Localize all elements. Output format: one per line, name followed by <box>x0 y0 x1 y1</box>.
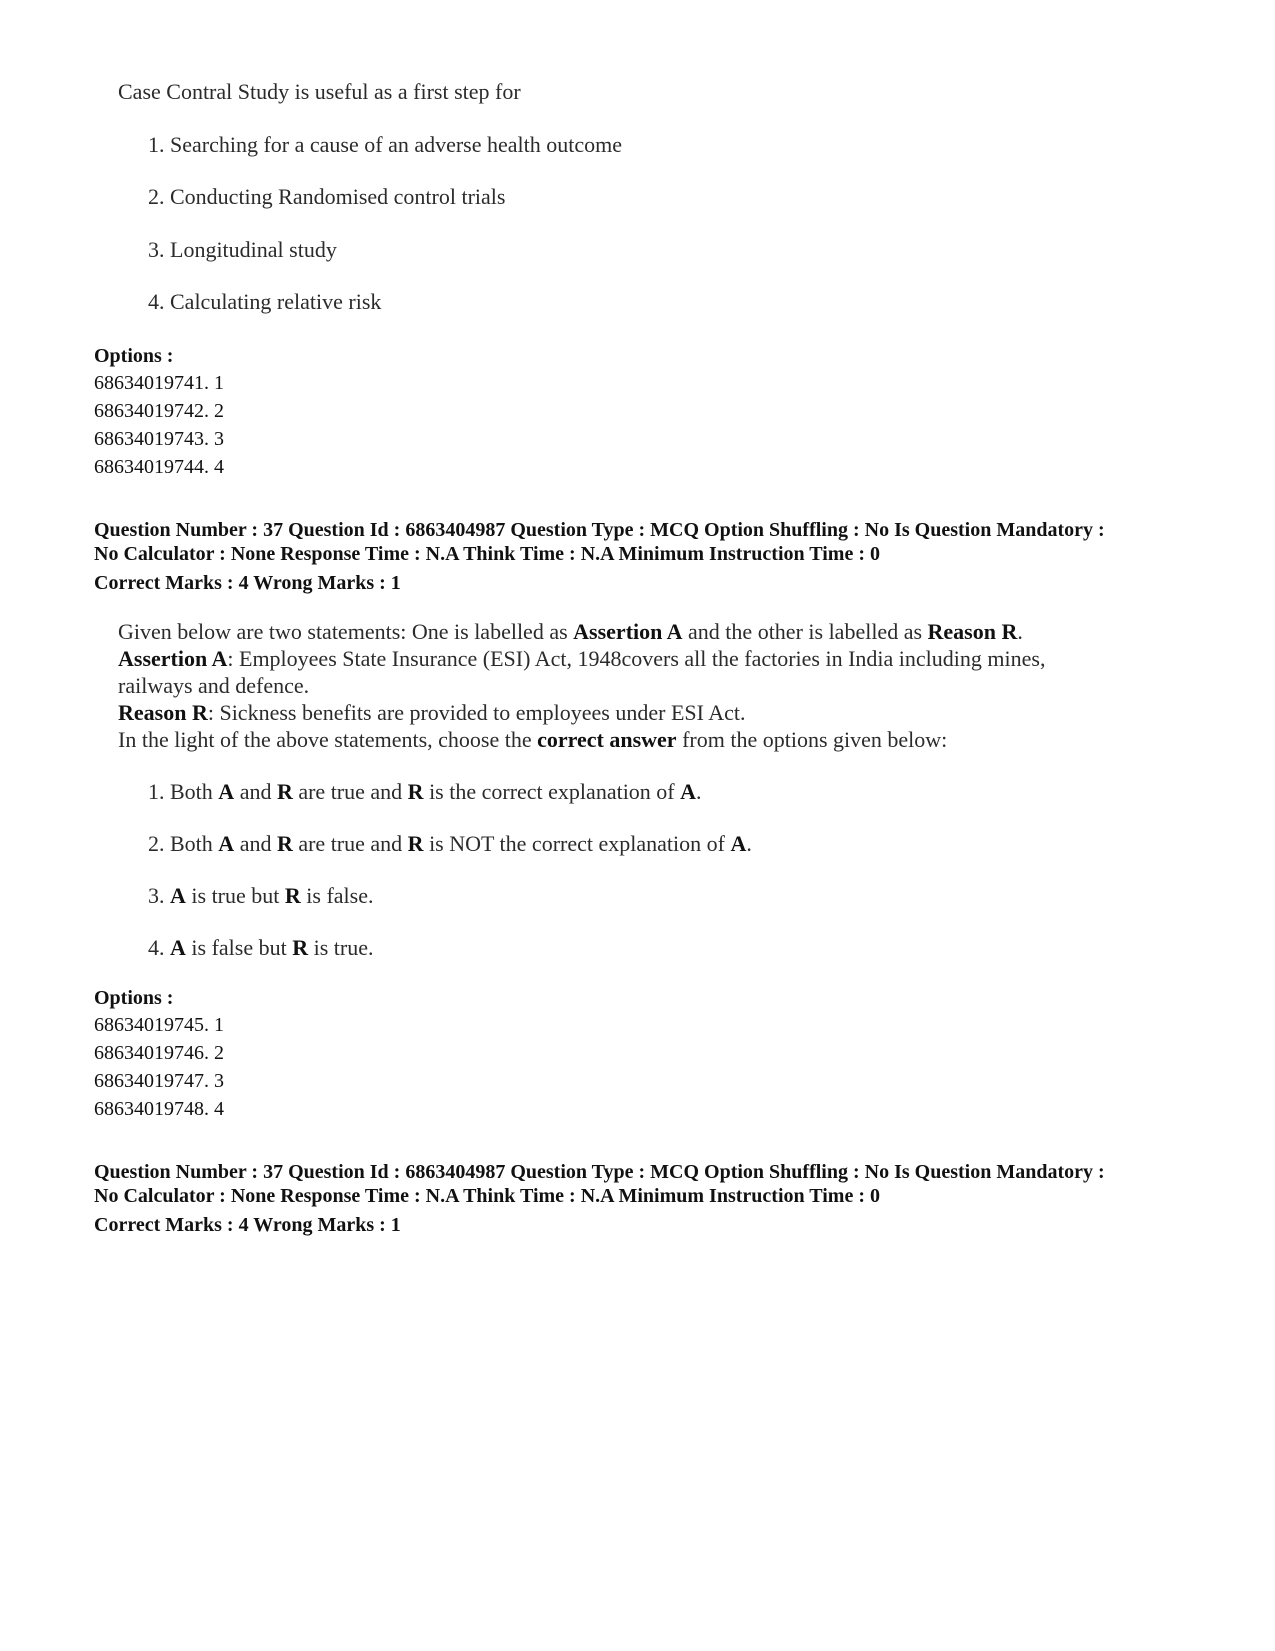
marks-line: Correct Marks : 4 Wrong Marks : 1 <box>94 572 401 594</box>
option-line: 68634019747. 3 <box>94 1070 224 1092</box>
option-line: 68634019743. 3 <box>94 428 224 450</box>
question-prompt: In the light of the above statements, choose the correct answer from the options given below: <box>118 727 948 752</box>
meta-line: No Calculator : None Response Time : N.A Think Time : N.A Minimum Instruction Time : 0 <box>94 1185 880 1207</box>
assertion-intro: Given below are two statements: One is labelled as Assertion A and the other is labelled as Reason R. <box>118 619 1023 644</box>
question-item: 4. A is false but R is true. <box>148 935 374 960</box>
marks-line: Correct Marks : 4 Wrong Marks : 1 <box>94 1214 401 1236</box>
question-item: 3. Longitudinal study <box>148 237 337 262</box>
option-line: 68634019744. 4 <box>94 456 224 478</box>
options-title: Options : <box>94 345 174 367</box>
question-item: 1. Searching for a cause of an adverse health outcome <box>148 132 623 157</box>
option-line: 68634019748. 4 <box>94 1098 224 1120</box>
assertion-text: Assertion A: Employees State Insurance (ESI) Act, 1948covers all the factories in India including mines, <box>118 646 1046 671</box>
question-item: 1. Both A and R are true and R is the correct explanation of A. <box>148 779 702 804</box>
question-meta <box>94 1160 1234 1237</box>
question-item: 4. Calculating relative risk <box>148 289 382 314</box>
question-item: 2. Conducting Randomised control trials <box>148 184 506 209</box>
assertion-text-cont: railways and defence. <box>118 673 310 698</box>
question-stem: Case Contral Study is useful as a first step for <box>118 79 521 104</box>
meta-line: Question Number : 37 Question Id : 6863404987 Question Type : MCQ Option Shuffling : No Is Question Mandatory : <box>94 519 1105 541</box>
question-item: 3. A is true but R is false. <box>148 883 374 908</box>
question-meta <box>94 518 1234 595</box>
option-line: 68634019741. 1 <box>94 372 224 394</box>
meta-line: Question Number : 37 Question Id : 6863404987 Question Type : MCQ Option Shuffling : No Is Question Mandatory : <box>94 1161 1105 1183</box>
option-line: 68634019742. 2 <box>94 400 224 422</box>
options-title: Options : <box>94 987 174 1009</box>
reason-text: Reason R: Sickness benefits are provided to employees under ESI Act. <box>118 700 746 725</box>
meta-line: No Calculator : None Response Time : N.A Think Time : N.A Minimum Instruction Time : 0 <box>94 543 880 565</box>
question-item: 2. Both A and R are true and R is NOT the correct explanation of A. <box>148 831 752 856</box>
option-line: 68634019746. 2 <box>94 1042 224 1064</box>
option-line: 68634019745. 1 <box>94 1014 224 1036</box>
